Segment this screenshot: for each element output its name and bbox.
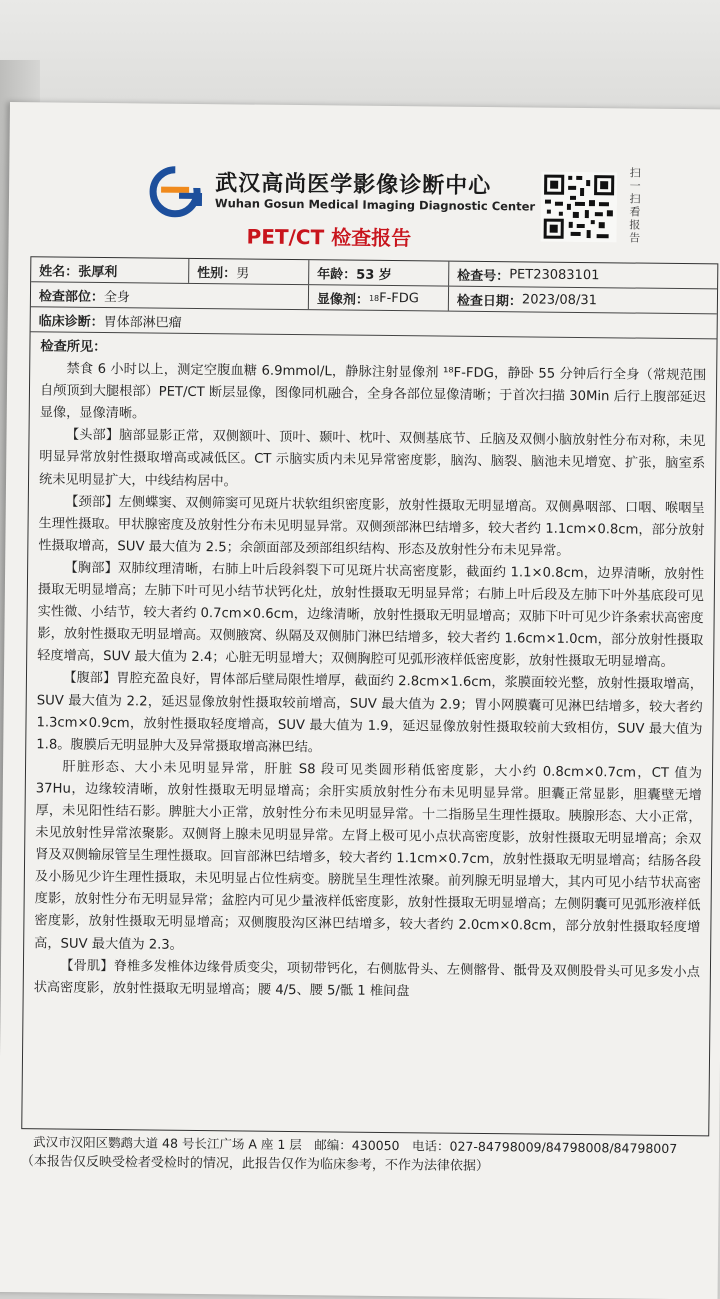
gosun-logo-icon xyxy=(149,165,212,218)
findings-paragraph-abdomen-organs: 肝脏形态、大小未见明显异常，肝脏 S8 段可见类圆形稍低密度影，大小约 0.8cm×0.7cm，CT 值为 37Hu，边缘较清晰，放射性摄取无明显增高；余肝实质放射性分布未见明显异常。胆囊正常显影，胆囊壁无增厚，未见阳性结石影。脾脏大小正常，放射性分布未见明显异常。十二指肠呈生理性摄取。胰腺形态、大小正常，未见放射性异常浓聚影。双侧肾上腺未见明显异常。左肾上极可见小点状高密度影，放射性摄取无明显增高；余双肾及双侧输尿管呈生理性摄取。回盲部淋巴结增多，较大者约 1.1cm×0.7cm，放射性摄取无明显增高；结肠各段及小肠见少许生理性摄取，未见明显占位性病变。膀胱呈生理性浓聚。前列腺无明显增大，其内可见小结节状高密度影，放射性分布无明显异常；盆腔内可见少量液样低密度影，放射性摄取无明显增高；左侧阴囊可见弧形液样低密度影，放射性摄取无明显增高；双侧腹股沟区淋巴结增多，较大者约 2.0cm×0.8cm，部分放射性摄取轻度增高，SUV 最大值为 2.3。 xyxy=(34,759,703,953)
report-paper xyxy=(0,102,720,1299)
clinical-diagnosis: 胃体部淋巴瘤 xyxy=(103,314,182,331)
date-cell xyxy=(449,287,717,314)
diag-label: 临床诊断： xyxy=(38,313,104,330)
sex-label: 性别： xyxy=(197,265,237,281)
part-cell xyxy=(31,282,309,309)
tracer-cell xyxy=(309,285,449,310)
findings-paragraph-intro: 禁食 6 小时以上，测定空腹血糖 6.9mmol/L，静脉注射显像剂 ¹⁸F-FDG，静卧 55 分钟后行全身（常规范围自颅顶到大腿根部）PET/CT 断层显像，图像同机融合，全身各部位显像清晰；于首次扫描 30Min 后行上腹部延迟显像，显像清晰。 xyxy=(39,361,707,422)
org-name: 武汉高尚医学影像诊断中心 xyxy=(215,171,492,200)
qr-code-icon xyxy=(541,172,618,243)
footer-disclaimer: （本报告仅反映受检者受检时的情况，此报告仅作为临床参考，不作为法律依据） xyxy=(20,1154,489,1175)
tracer: F-FDG xyxy=(379,290,419,306)
footer-address: 武汉市汉阳区鹦鹉大道 48 号长江广场 A 座 1 层 邮编：430050 电话：027-84798009/84798008/84798007 xyxy=(33,1134,678,1157)
exam-no: PET23083101 xyxy=(509,266,600,283)
patient-age: 53 岁 xyxy=(356,267,392,283)
patient-name: 张厚利 xyxy=(78,264,118,280)
exam-date: 2023/08/31 xyxy=(521,291,597,308)
findings-section xyxy=(22,332,716,1135)
report-header xyxy=(8,102,720,260)
findings-heading: 检查所见： xyxy=(40,339,107,356)
exam-part: 全身 xyxy=(103,289,131,305)
report-footer xyxy=(21,1132,711,1179)
tracer-label: 显像剂： xyxy=(316,291,370,308)
exam-no-cell xyxy=(449,262,717,289)
date-label: 检查日期： xyxy=(456,293,523,309)
scan-to-view-text: 扫一扫看报告 xyxy=(629,166,641,245)
findings-paragraph-musculoskeletal: 【骨肌】脊椎多发椎体边缘骨质变尖，项韧带钙化，右侧肱骨头、左侧髂骨、骶骨及双侧股骨头可见多发小点状高密度影，放射性摄取无明显增高；腰 4/5、腰 5/骶 1 椎间盘 xyxy=(33,958,701,999)
name-label: 姓名： xyxy=(39,263,79,280)
report-table xyxy=(21,256,718,1136)
sex-cell xyxy=(189,259,309,284)
name-cell xyxy=(31,257,189,283)
report-title: PET/CT 检查报告 xyxy=(246,224,412,251)
findings-paragraph-neck: 【颈部】左侧蝶窦、双侧筛窦可见斑片状软组织密度影，放射性摄取无明显增高。双侧鼻咽部、口咽、喉咽呈生理性摄取。甲状腺密度及放射性分布未见明显异常。双侧颈部淋巴结增多，较大者约 1.1cm×0.8cm，部分放射性摄取增高，SUV 最大值为 2.5；余颌面部及颈部组织结构、形态及放射性分布未见异常。 xyxy=(38,494,705,559)
org-name-english: Wuhan Gosun Medical Imaging Diagnostic Center xyxy=(214,196,536,214)
tracer-isotope: 18 xyxy=(368,293,380,303)
part-label: 检查部位： xyxy=(38,288,105,305)
exam-no-label: 检查号： xyxy=(457,268,510,284)
patient-sex: 男 xyxy=(236,265,250,282)
findings-paragraph-chest: 【胸部】双肺纹理清晰，右肺上叶后段斜裂下可见斑片状高密度影，截面约 1.1×0.8cm，边界清晰，放射性摄取无明显增高；左肺下叶可见小结节状钙化灶，放射性摄取无明显异常；右肺上叶后段及左肺下叶外基底段可见实性微、小结节，较大者约 0.7cm×0.6cm，边缘清晰，放射性摄取无明显增高；双肺下叶可见少许条索状高密度影，放射性摄取无明显增高。双侧腋窝、纵隔及双侧肺门淋巴结增多，较大者约 1.6cm×1.0cm，部分放射性摄取轻度增高，SUV 最大值为 2.4；心脏无明显增大；双侧胸腔可见弧形液样低密度影，放射性摄取无明显增高。 xyxy=(37,560,705,671)
findings-paragraph-head: 【头部】脑部显影正常，双侧额叶、顶叶、颞叶、枕叶、双侧基底节、丘脑及双侧小脑放射性分布对称，未见明显异常放射性摄取增高或减低区。CT 示脑实质内未见异常密度影，脑沟、脑裂、脑池未见增宽、扩张，脑室系统未见明显扩大，中线结构居中。 xyxy=(38,427,706,489)
findings-paragraph-abdomen: 【腹部】胃腔充盈良好，胃体部后壁局限性增厚，截面约 2.8cm×1.6cm，浆膜面较光整，放射性摄取增高，SUV 最大值为 2.2，延迟显像放射性摄取较前增高，SUV 最大值为 2.9；胃小网膜囊可见淋巴结增多，较大者约 1.3cm×0.9cm，放射性摄取轻度增高，SUV 最大值为 1.9，延迟显像放射性摄取较前大致相仿，SUV 最大值为 1.8。腹膜后无明显肿大及异常摄取增高淋巴结。 xyxy=(36,670,704,755)
background-top xyxy=(0,0,720,120)
age-label: 年龄： xyxy=(317,266,357,283)
age-cell xyxy=(309,260,449,285)
